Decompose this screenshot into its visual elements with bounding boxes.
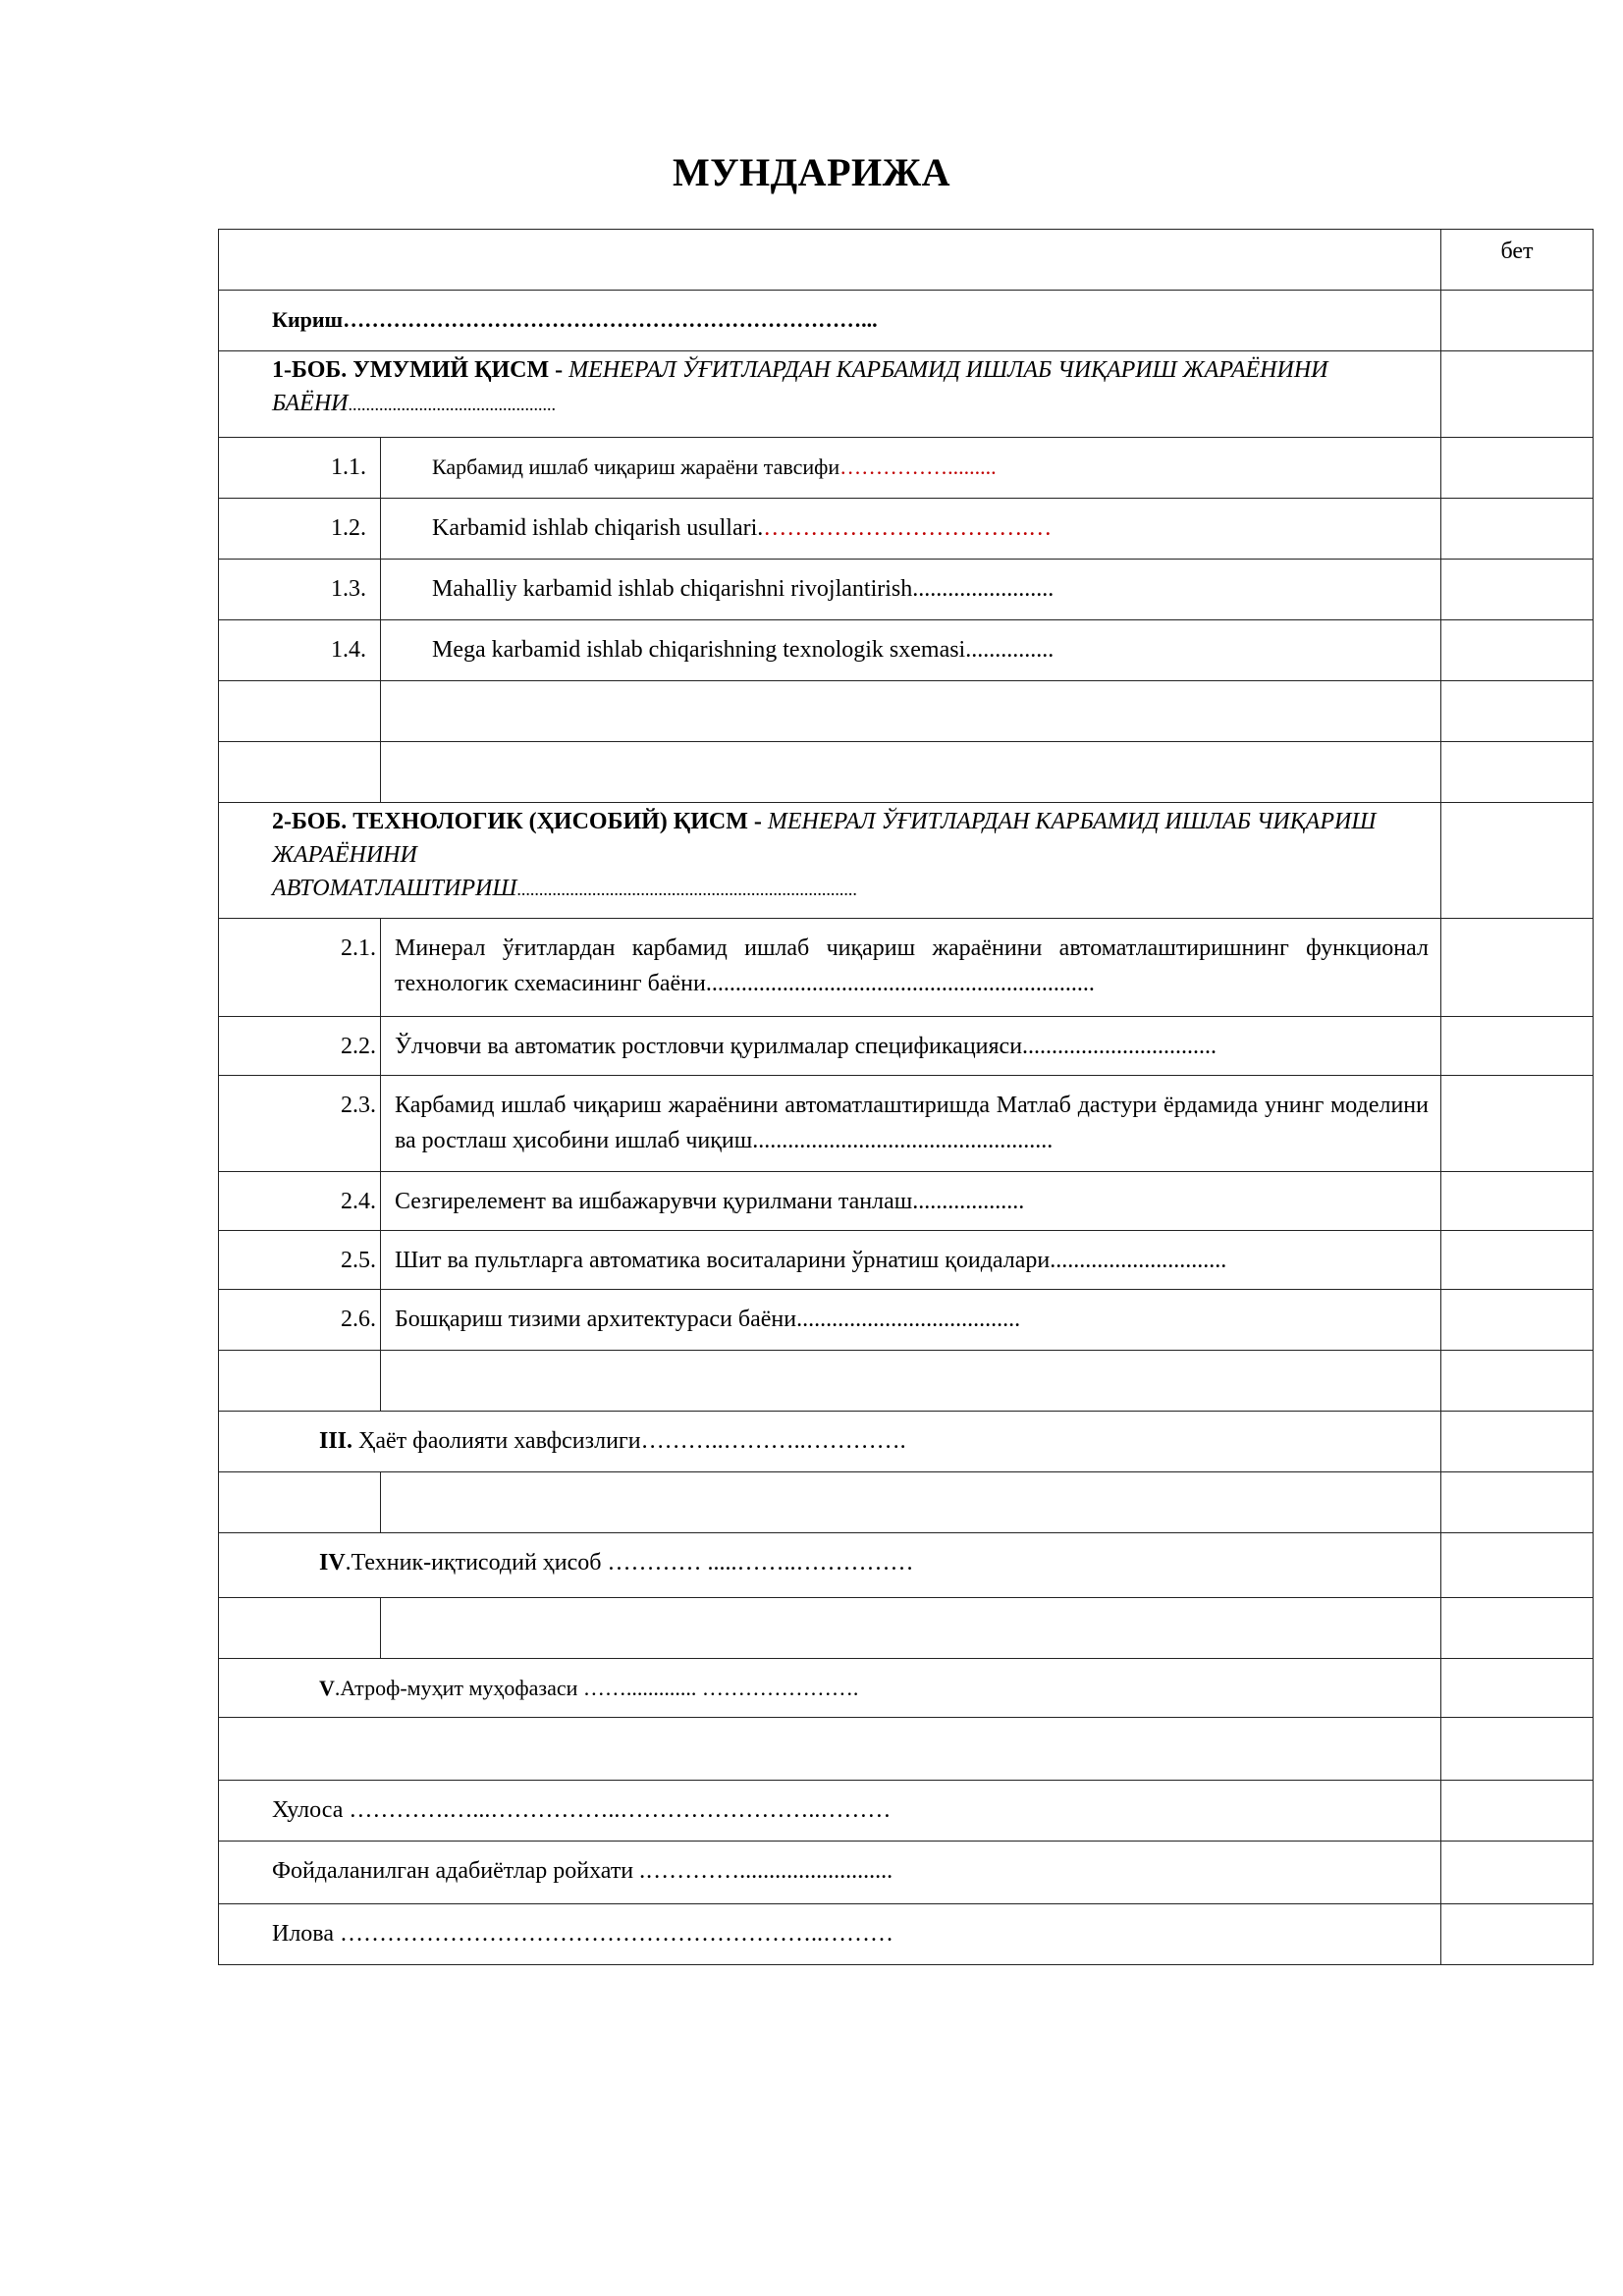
section5-numeral: V [319, 1676, 335, 1700]
toc-row-chapter1 [219, 351, 1594, 438]
chapter2-dots: ............................................................................. [516, 880, 857, 899]
chapter1-dots: ............................................... [348, 395, 556, 414]
toc-row-1-2 [219, 499, 1594, 560]
intro-dots: ………………………………………………………………... [343, 307, 878, 332]
toc-row-empty [219, 1351, 1594, 1412]
section5-text: .Атроф-муҳит муҳофазаси ……............. …………………. [334, 1676, 859, 1700]
item-number: 2.4. [219, 1172, 381, 1231]
page-title: МУНДАРИЖА [672, 150, 951, 194]
toc-row-intro [219, 291, 1594, 351]
toc-row-section5 [219, 1659, 1594, 1718]
toc-row-2-5 [219, 1231, 1594, 1290]
table-of-contents [218, 229, 1594, 1965]
item-text: Бошқариш тизими архитектураси баёни...................................... [381, 1290, 1441, 1351]
toc-row-2-2 [219, 1017, 1594, 1076]
section4-numeral: IV [319, 1550, 346, 1575]
item-text: Карбамид ишлаб чиқариш жараёнини автоматлаштиришда Матлаб дастури ёрдамида унинг моделини ва ростлаш ҳисобини ишлаб чиқиш................................................... [381, 1076, 1441, 1172]
toc-row-empty [219, 1718, 1594, 1781]
toc-row-section3 [219, 1412, 1594, 1472]
item-number: 2.2. [219, 1017, 381, 1076]
toc-row-2-4 [219, 1172, 1594, 1231]
item-number: 1.3. [219, 560, 381, 620]
conclusion-entry: Хулоса ………….…...……………..……………………..……… [219, 1781, 1441, 1842]
item-text: Шит ва пультларга автоматика воситаларини ўрнатиш қоидалари.............................. [381, 1231, 1441, 1290]
toc-row-appendix [219, 1904, 1594, 1965]
section4-text: .Техник-иқтисодий ҳисоб ………… .....……..…………… [345, 1550, 914, 1575]
toc-row-empty [219, 681, 1594, 742]
chapter2-heading: 2-БОБ. ТЕХНОЛОГИК (ҲИСОБИЙ) ҚИСМ - [272, 809, 768, 834]
item-dots: …………………………….… [763, 515, 1053, 541]
toc-row-empty [219, 1598, 1594, 1659]
item-number: 1.4. [219, 620, 381, 681]
item-number: 1.1. [219, 438, 381, 499]
toc-row-2-6 [219, 1290, 1594, 1351]
section3-numeral: III. [319, 1428, 353, 1454]
item-text: Mahalliy karbamid ishlab chiqarishni rivojlantirish........................ [381, 560, 1441, 620]
toc-row-references [219, 1842, 1594, 1904]
toc-row-1-4 [219, 620, 1594, 681]
item-number: 2.3. [219, 1076, 381, 1172]
item-text: Mega karbamid ishlab chiqarishning texnologik sxemasi............... [381, 620, 1441, 681]
toc-row-2-3 [219, 1076, 1594, 1172]
item-dots: ……………......... [839, 454, 997, 479]
item-number: 2.1. [219, 919, 381, 1017]
item-text: Сезгирелемент ва ишбажарувчи қурилмани танлаш................... [381, 1172, 1441, 1231]
item-number: 1.2. [219, 499, 381, 560]
chapter2-title-continued: АВТОМАТЛАШТИРИШ [272, 876, 517, 901]
toc-row-chapter2 [219, 803, 1594, 919]
chapter2-title: МЕНЕРАЛ ЎҒИТЛАРДАН КАРБАМИД ИШЛАБ ЧИҚАРИШ ЖАРАЁНИНИ [272, 809, 1377, 868]
toc-row-1-3 [219, 560, 1594, 620]
toc-row-conclusion [219, 1781, 1594, 1842]
toc-row-2-1 [219, 919, 1594, 1017]
section3-text: Ҳаёт фаолияти хавфсизлиги………..………..…………. [352, 1428, 906, 1454]
toc-row-empty [219, 1472, 1594, 1533]
item-number: 2.6. [219, 1290, 381, 1351]
toc-row-section4 [219, 1533, 1594, 1598]
item-number: 2.5. [219, 1231, 381, 1290]
chapter1-heading: 1-БОБ. УМУМИЙ ҚИСМ - [272, 357, 569, 383]
item-text: Karbamid ishlab chiqarish usullari. [432, 515, 764, 541]
toc-header-row [219, 230, 1594, 291]
references-entry: Фойдаланилган адабиётлар ройхати .………….......................... [219, 1842, 1441, 1904]
item-text: Ўлчовчи ва автоматик ростловчи қурилмалар спецификацияси................................. [381, 1017, 1441, 1076]
appendix-entry: Илова ……………………………………………………..……… [219, 1904, 1441, 1965]
item-text: Минерал ўғитлардан карбамид ишлаб чиқариш жараёнини автоматлаштиришнинг функционал технологик схемасининг баёни.................................................................. [381, 919, 1441, 1017]
toc-row-1-1 [219, 438, 1594, 499]
page-column-header: бет [1441, 230, 1594, 291]
toc-row-empty [219, 742, 1594, 803]
chapter1-title: МЕНЕРАЛ ЎҒИТЛАРДАН КАРБАМИД ИШЛАБ ЧИҚАРИШ ЖАРАЁНИНИ БАЁНИ [272, 357, 1328, 416]
intro-label: Кириш [272, 307, 344, 332]
item-text: Карбамид ишлаб чиқариш жараёни тавсифи [432, 454, 840, 479]
